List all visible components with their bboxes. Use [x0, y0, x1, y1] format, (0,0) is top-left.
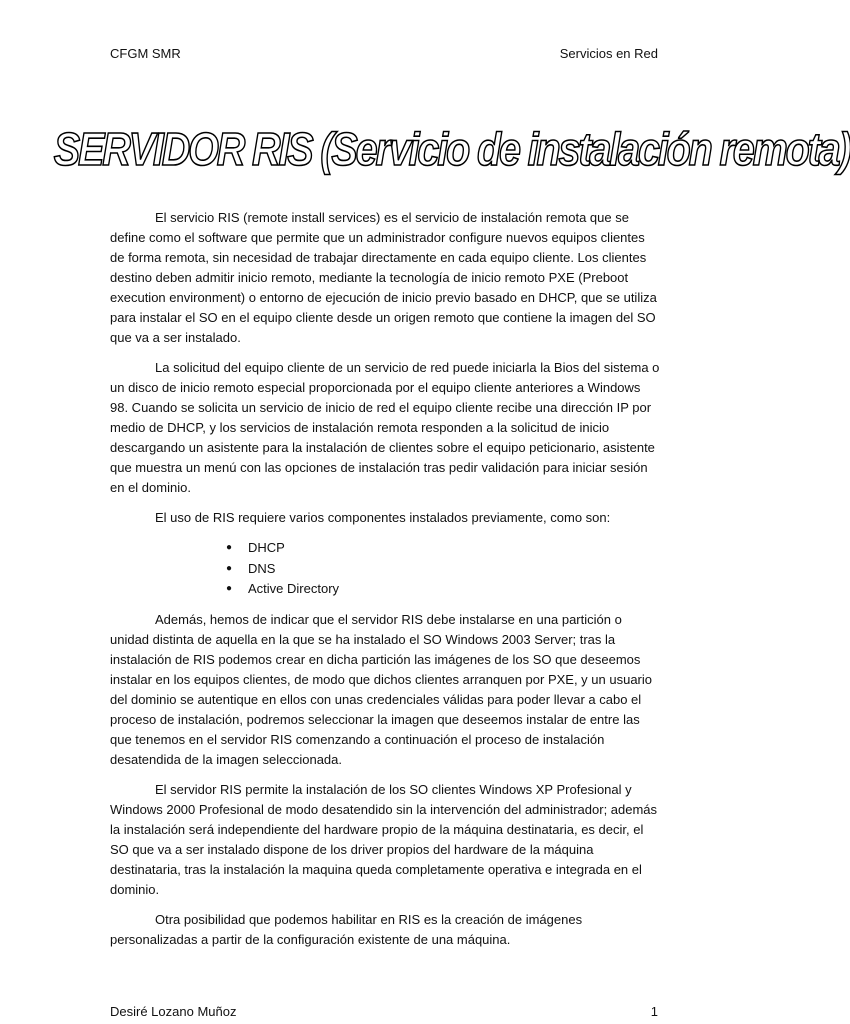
document-title: SERVIDOR RIS (Servicio de instalación remota): [53, 123, 850, 175]
list-item: [226, 559, 660, 580]
header-left: CFGM SMR: [110, 46, 181, 61]
component-list: [110, 538, 660, 600]
paragraph-6: Otra posibilidad que podemos habilitar en RIS es la creación de imágenes personalizadas a partir de la configuración existente de una máquina.: [110, 911, 583, 947]
list-item-label: DNS: [248, 560, 276, 576]
list-item-label: DHCP: [248, 540, 285, 555]
footer-author: Desiré Lozano Muñoz: [110, 1004, 237, 1019]
header-right: Servicios en Red: [559, 46, 658, 61]
paragraph-4: Además, hemos de indicar que el servidor RIS debe instalarse en una partición o unidad distinta de aquella en la que se ha instalado el SO Windows 2003 Server; tras la instalación de RIS podemos crear en dicha partición las imágenes de los SO que deseemos instalar en los equipos clientes, de modo que dichos clientes arranquen por PXE, y un usuario del dominio se autentique en ellos con unas credenciales válidas para poder llevar a cabo el proceso de instalación, podremos seleccionar la imagen que deseemos instalar de entre las que tenemos en el servidor RIS comenzando a continuación el proceso de instalación desatendida de la imagen seleccionada.: [110, 611, 652, 767]
bullet-icon: ●: [226, 583, 233, 594]
paragraph-3: El uso de RIS requiere varios componentes instalados previamente, como son:: [155, 510, 611, 525]
page-number: 1: [650, 1004, 658, 1019]
paragraph-5: El servidor RIS permite la instalación de los SO clientes Windows XP Profesional y Windows 2000 Profesional de modo desatendido sin la intervención del administrador; además la instalación será independiente del hardware propio de la máquina destinataria, es decir, el SO que va a ser instalado dispone de los driver propios del hardware de la máquina destinataria, tras la instalación la maquina queda completamente operativa e integrada en el dominio.: [110, 781, 658, 897]
bullet-icon: ●: [226, 542, 233, 553]
bullet-icon: ●: [226, 562, 233, 574]
paragraph-1: El servicio RIS (remote install services) es el servicio de instalación remota que se define como el software que permite que un administrador configure nuevos equipos clientes de forma remota, sin necesidad de trabajar directamente en cada equipo cliente. Los clientes destino deben admitir inicio remoto, mediante la tecnología de inicio remoto PXE (Preboot execution environment) o entorno de ejecución de inicio previo basado en DHCP, que se utiliza para instalar el SO en el equipo cliente desde un origen remoto que contiene la imagen del SO que va a ser instalado.: [110, 210, 657, 345]
list-item-label: Active Directory: [248, 581, 340, 596]
document-body: [110, 208, 660, 960]
list-item: [226, 538, 660, 559]
list-item: [226, 579, 660, 600]
paragraph-2: La solicitud del equipo cliente de un servicio de red puede iniciarla la Bios del sistema o un disco de inicio remoto especial proporcionada por el equipo cliente anteriores a Windows 98. Cuando se solicita un servicio de inicio de red el equipo cliente recibe una dirección IP por medio de DHCP, y los servicios de instalación remota responden a la solicitud de inicio descargando un asistente para la instalación de clientes sobre el equipo peticionario, asistente que muestra un menú con las opciones de instalación tras pedir validación para iniciar sesión en el dominio.: [110, 360, 660, 495]
